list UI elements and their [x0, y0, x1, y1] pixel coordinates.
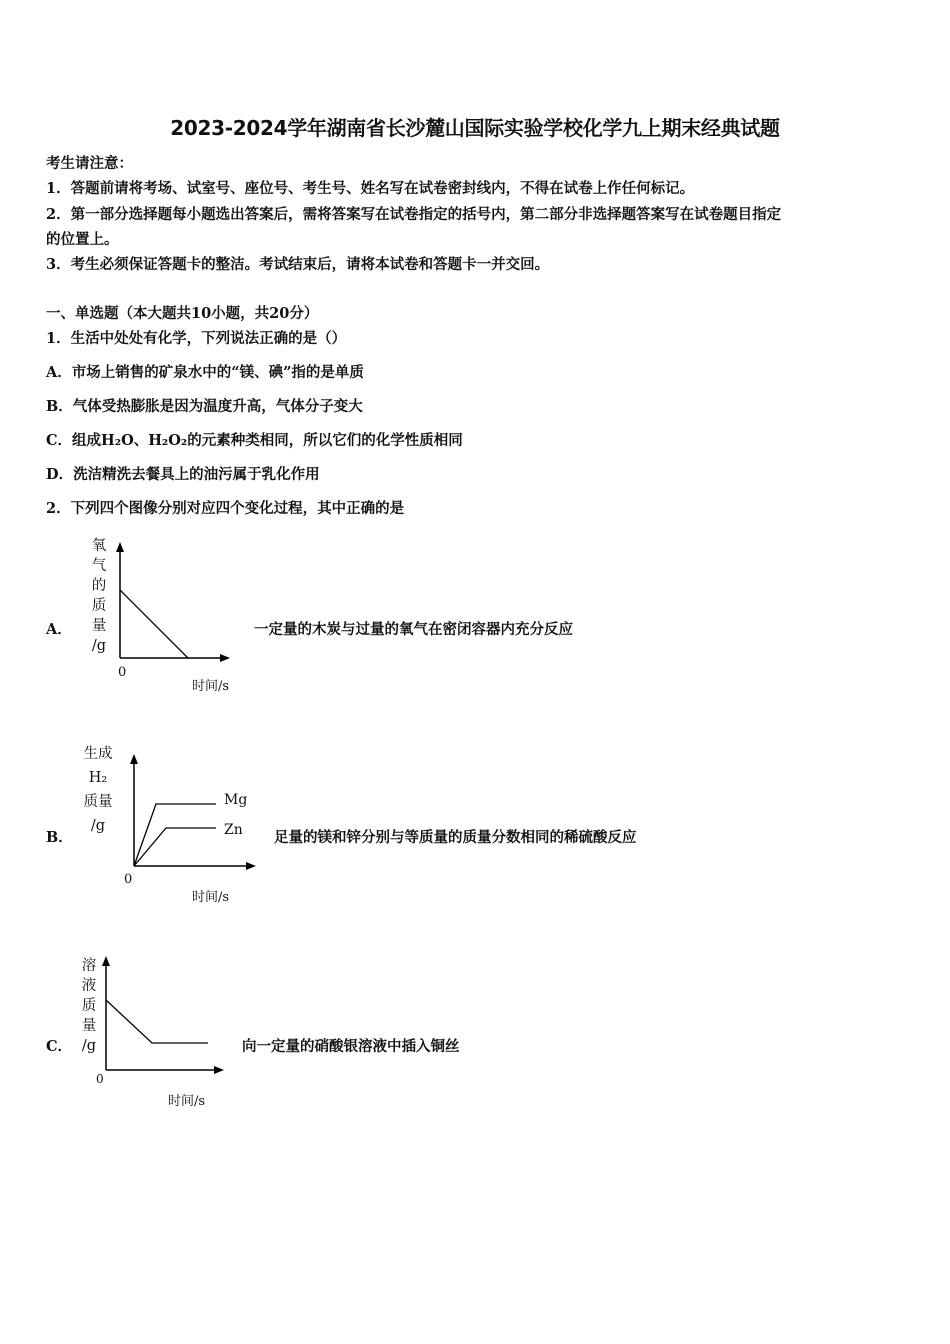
- graph-b-caption: 足量的镁和锌分别与等质量的质量分数相同的稀硫酸反应: [274, 829, 637, 846]
- graph-a-origin: 0: [118, 665, 127, 680]
- q2-stem: 2．下列四个图像分别对应四个变化过程，其中正确的是: [46, 500, 405, 517]
- q1-option-a: A．市场上销售的矿泉水中的“镁、碘”指的是单质: [46, 364, 364, 381]
- graph-c-origin: 0: [96, 1072, 104, 1086]
- q2-option-b-letter: B．: [46, 829, 73, 846]
- graph-a-xlabel: 时间/s: [192, 679, 230, 694]
- graph-a-caption: 一定量的木炭与过量的氧气在密闭容器内充分反应: [254, 621, 573, 638]
- page-title: 2023-2024学年湖南省长沙麓山国际实验学校化学九上期末经典试题: [170, 116, 780, 140]
- q1-option-b: B．气体受热膨胀是因为温度升高，气体分子变大: [46, 398, 363, 415]
- notice-item-2: 2．第一部分选择题每小题选出答案后，需将答案写在试卷指定的括号内，第二部分非选择题答案写在试卷题目指定: [46, 206, 782, 223]
- q2-option-c-letter: C．: [46, 1038, 73, 1055]
- graph-c-xlabel: 时间/s: [168, 1094, 206, 1109]
- graph-b-ylabel: 生成 H₂ 质量 /g: [83, 746, 113, 834]
- notice-item-2-cont: 的位置上。: [46, 231, 119, 248]
- notice-heading: 考生请注意：: [46, 155, 133, 172]
- q2-option-a-letter: A．: [46, 621, 72, 638]
- graph-a-ylabel: 氧 气 的 质 量 /g: [91, 538, 107, 654]
- graph-c-ylabel: 溶 液 质 量 /g: [81, 958, 97, 1054]
- notice-item-3: 3．考生必须保证答题卡的整洁。考试结束后，请将本试卷和答题卡一并交回。: [46, 256, 550, 273]
- graph-b-origin: 0: [124, 872, 133, 887]
- q1-stem: 1．生活中处处有化学，下列说法正确的是（）: [46, 330, 347, 347]
- section-heading: 一、单选题（本大题共10小题，共20分）: [46, 305, 319, 322]
- graph-b-series-zn-label: Zn: [224, 822, 243, 838]
- q1-option-d: D．洗洁精洗去餐具上的油污属于乳化作用: [46, 466, 320, 483]
- graph-b-xlabel: 时间/s: [192, 890, 230, 905]
- graph-c-y-arrow: [102, 956, 110, 966]
- notice-item-1: 1．答题前请将考场、试室号、座位号、考生号、姓名写在试卷密封线内，不得在试卷上作任何标记。: [46, 180, 695, 197]
- graph-c-caption: 向一定量的硝酸银溶液中插入铜丝: [242, 1038, 460, 1055]
- graph-b-series-mg-label: Mg: [224, 792, 248, 808]
- graph-c-line: [106, 1000, 208, 1043]
- q1-option-c: C．组成H₂O、H₂O₂的元素种类相同，所以它们的化学性质相同: [46, 432, 463, 449]
- graph-c-x-arrow: [214, 1066, 224, 1074]
